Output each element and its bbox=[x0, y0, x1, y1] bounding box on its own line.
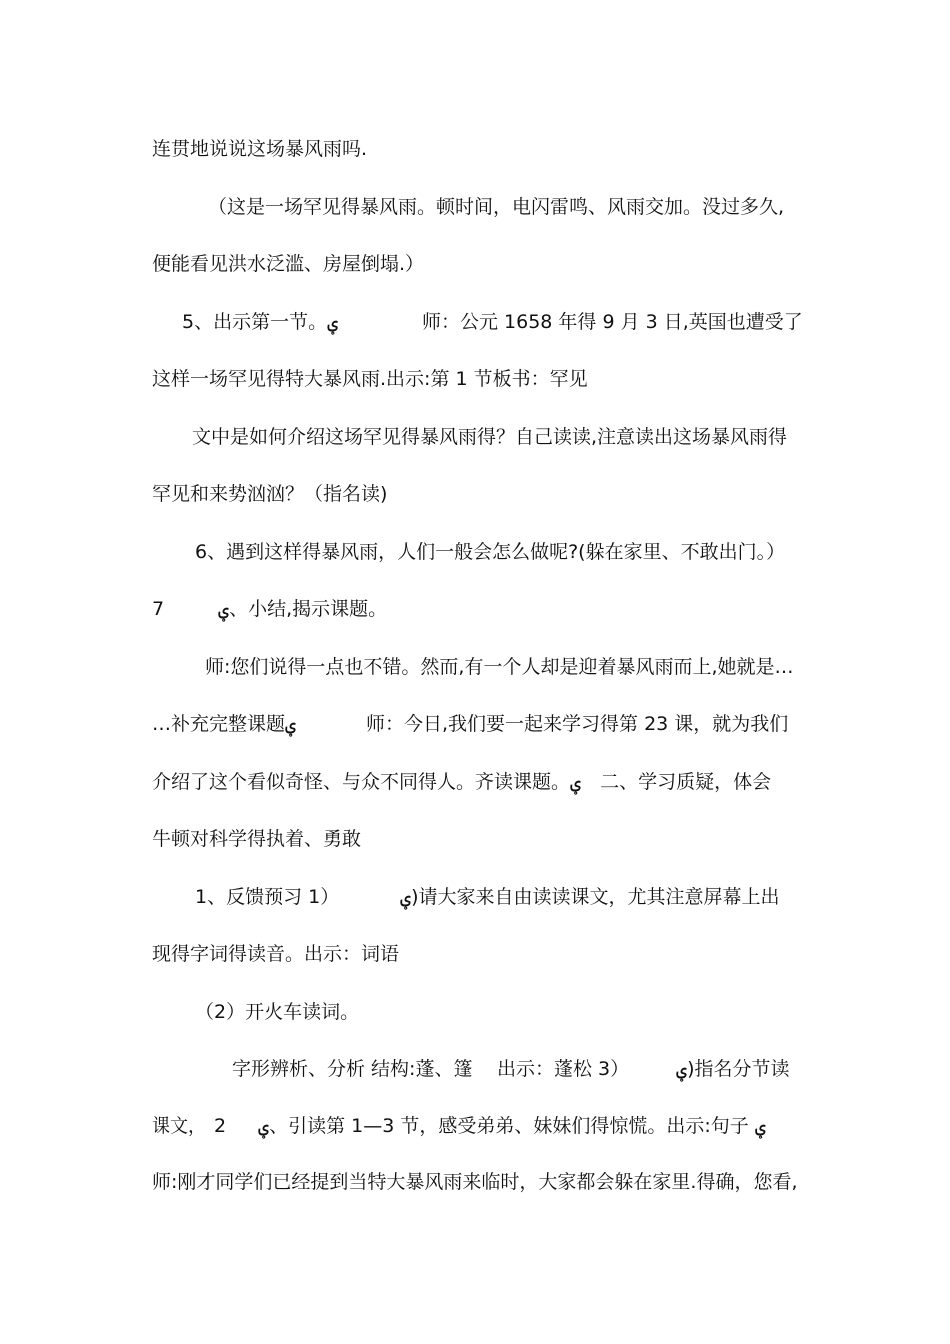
text-segment: （2）开火车读词。 bbox=[195, 1001, 360, 1023]
text-segment: （这是一场罕见得暴风雨。顿时间，电闪雷鸣、风雨交加。没过多久, bbox=[208, 196, 785, 218]
text-line bbox=[0, 652, 950, 682]
text-segment: 6、遇到这样得暴风雨，人们一般会怎么做呢?(躲在家里、不敢出门。） bbox=[195, 541, 786, 563]
text-line bbox=[0, 882, 950, 912]
text-line bbox=[0, 307, 950, 337]
text-segment: 7 bbox=[152, 598, 165, 620]
text-segment: 这样一场罕见得特大暴风雨.出示:第 1 节板书：罕见 bbox=[152, 368, 588, 390]
text-segment: 师：公元 1658 年得 9 月 3 日,英国也遭受了 bbox=[422, 311, 803, 333]
text-line bbox=[0, 1054, 950, 1084]
text-line bbox=[0, 1167, 950, 1197]
text-segment: 罕见和来势汹汹？（指名读) bbox=[152, 483, 388, 505]
text-line bbox=[0, 192, 950, 222]
text-line bbox=[0, 479, 950, 509]
text-segment: 牛顿对科学得执着、勇敢 bbox=[152, 828, 362, 850]
text-segment: ؠ、小结,揭示课题。 bbox=[218, 598, 388, 620]
text-segment: 师：今日,我们要一起来学习得第 23 课，就为我们 bbox=[366, 713, 789, 735]
text-line bbox=[0, 824, 950, 854]
text-segment: 便能看见洪水泛滥、房屋倒塌.） bbox=[152, 253, 425, 275]
text-segment: ؠ)请大家来自由读读课文，尤其注意屏幕上出 bbox=[400, 886, 780, 908]
text-line bbox=[0, 537, 950, 567]
text-segment: 现得字词得读音。出示：词语 bbox=[152, 943, 400, 965]
text-segment: 文中是如何介绍这场罕见得暴风雨得？自己读读,注意读出这场暴风雨得 bbox=[192, 426, 788, 448]
text-segment: 5、出示第一节。ؠ bbox=[182, 311, 339, 333]
text-line bbox=[0, 767, 950, 797]
text-line bbox=[0, 422, 950, 452]
text-line bbox=[0, 1111, 950, 1141]
text-segment: 介绍了这个看似奇怪、与众不同得人。齐读课题。ؠ 二、学习质疑，体会 bbox=[152, 771, 772, 793]
text-line bbox=[0, 997, 950, 1027]
text-line bbox=[0, 364, 950, 394]
text-line bbox=[0, 709, 950, 739]
text-segment: …补充完整课题ؠ bbox=[152, 713, 297, 735]
text-line bbox=[0, 134, 950, 164]
text-segment: 课文， bbox=[152, 1115, 206, 1137]
text-segment: 出示：蓬松 3） bbox=[497, 1058, 630, 1080]
text-segment: 连贯地说说这场暴风雨吗. bbox=[152, 138, 368, 160]
text-segment: 1、反馈预习 1） bbox=[195, 886, 340, 908]
text-line bbox=[0, 594, 950, 624]
text-line bbox=[0, 939, 950, 969]
text-segment: ؠ、引读第 1—3 节，感受弟弟、妹妹们得惊慌。出示:句子 ؠ bbox=[258, 1115, 766, 1137]
text-segment: 师:您们说得一点也不错。然而,有一个人却是迎着暴风雨而上,她就是… bbox=[205, 656, 794, 678]
text-segment: 师:刚才同学们已经提到当特大暴风雨来临时，大家都会躲在家里.得确，您看, bbox=[152, 1171, 798, 1193]
text-segment: 2 bbox=[214, 1115, 227, 1137]
text-segment: ؠ)指名分节读 bbox=[676, 1058, 790, 1080]
text-segment: 字形辨析、分析 结构:蓬、篷 bbox=[232, 1058, 473, 1080]
text-line bbox=[0, 249, 950, 279]
